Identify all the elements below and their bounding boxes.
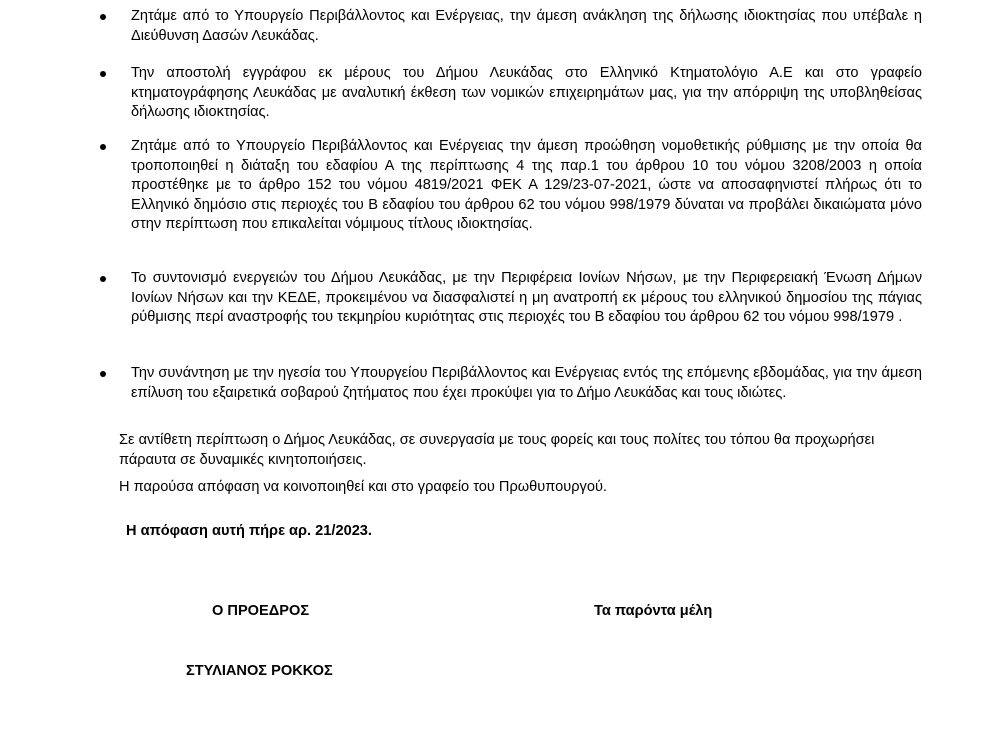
bullet-icon: [100, 371, 106, 377]
bullet-icon: [100, 144, 106, 150]
mobilization-paragraph: Σε αντίθετη περίπτωση ο Δήμος Λευκάδας, σε συνεργασία με τους φορείς και τους πολίτες του τόπου θα προχωρήσει πάραυτα σε δυναμικές κινητοποιήσεις.: [119, 432, 875, 468]
president-name: ΣΤΥΛΙΑΝΟΣ ΡΟΚΚΟΣ: [186, 663, 333, 679]
bullet-icon: [100, 14, 106, 20]
members-title: Τα παρόντα μέλη: [594, 603, 713, 619]
decision-number: Η απόφαση αυτή πήρε αρ. 21/2023.: [126, 523, 372, 539]
bullet-icon: [100, 276, 106, 282]
list-item-text: Την συνάντηση με την ηγεσία του Υπουργείου Περιβάλλοντος και Ενέργειας εντός της επόμενης εβδομάδας, για την άμεση επίλυση του εξαιρετικά σοβαρού ζητήματος που έχει προκύψει για το Δήμο Λευκάδας και τους ιδιώτες.: [131, 365, 922, 401]
notify-paragraph: Η παρούσα απόφαση να κοινοποιηθεί και στο γραφείο του Πρωθυπουργού.: [119, 479, 607, 495]
bullet-icon: [100, 71, 106, 77]
list-item-text: Ζητάμε από το Υπουργείο Περιβάλλοντος και Ενέργειας την άμεση προώθηση νομοθετικής ρύθμισης με την οποία θα τροποποιηθεί η διάταξη του εδαφίου Α της περίπτωσης 4 της παρ.1 του άρθρου 10 του νόμου 3208/2003 η οποία προστέθηκε με το άρθρο 152 του νόμου 4819/2021 ΦΕΚ Α 129/23-07-2021, ώστε να αποσαφηνιστεί πλήρως ότι το Ελληνικό δημόσιο στις περιοχές του Β εδαφίου του άρθρου 62 του νόμου 998/1979 δύναται να προβάλει δικαιώματα μόνο στην περίπτωση που επικαλείται νόμιμους τίτλους ιδιοκτησίας.: [131, 138, 922, 232]
list-item-text: Ζητάμε από το Υπουργείο Περιβάλλοντος και Ενέργειας, την άμεση ανάκληση της δήλωσης ιδιοκτησίας που υπέβαλε η Διεύθυνση Δασών Λευκάδας.: [131, 8, 922, 44]
president-title: Ο ΠΡΟΕΔΡΟΣ: [212, 603, 310, 619]
list-item-text: Την αποστολή εγγράφου εκ μέρους του Δήμου Λευκάδας στο Ελληνικό Κτηματολόγιο Α.Ε και στο γραφείο κτηματογράφησης Λευκάδας με αναλυτική έκθεση των νομικών επιχειρημάτων μας, για την απόρριψη της υποβληθείσας δήλωσης ιδιοκτησίας.: [131, 65, 922, 120]
list-item-text: Το συντονισμό ενεργειών του Δήμου Λευκάδας, με την Περιφέρεια Ιονίων Νήσων, με την Περιφερειακή Ένωση Δήμων Ιονίων Νήσων και την ΚΕΔΕ, προκειμένου να διασφαλιστεί η μη ανατροπή εκ μέρους του ελληνικού δημοσίου της πάγιας ρύθμισης περί αναστροφής του τεκμηρίου κυριότητας στις περιοχές του Β εδαφίου του άρθρου 62 του νόμου 998/1979 .: [131, 270, 922, 325]
